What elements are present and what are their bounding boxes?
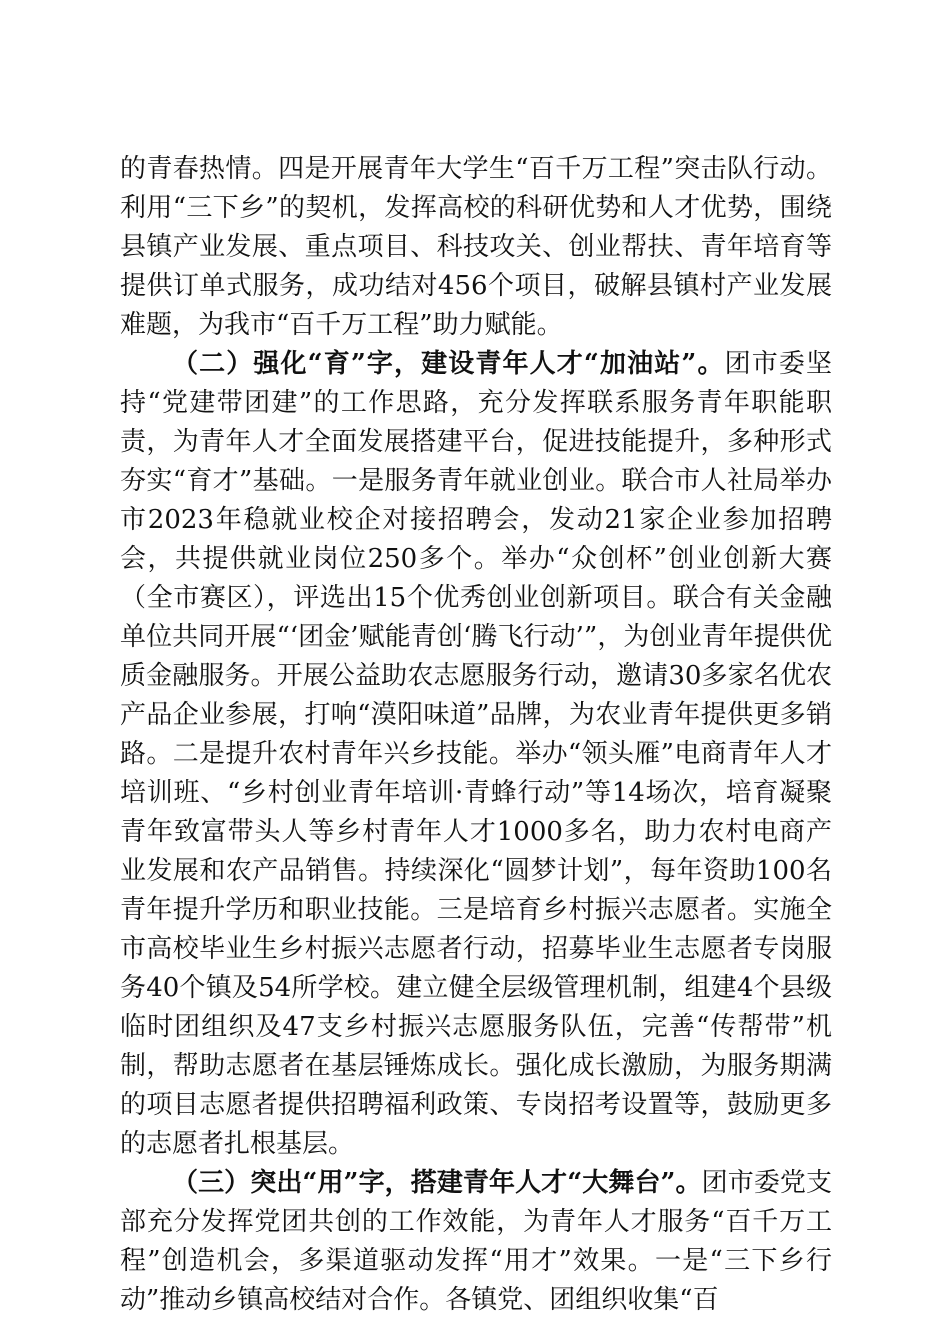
paragraph-3 [120,1164,832,1320]
paragraph-1-text: 的青春热情。四是开展青年大学生“百千万工程”突击队行动。利用“三下乡”的契机，发挥高校的科研优势和人才优势，围绕县镇产业发展、重点项目、科技攻关、创业帮扶、青年培育等提供订单式服务，成功结对456个项目，破解县镇村产业发展难题，为我市“百千万工程”助力赋能。 [120,154,832,340]
document-body [120,150,832,1320]
paragraph-3-text: 团市委党支部充分发挥党团共创的工作效能，为青年人才服务“百千万工程”创造机会，多渠道驱动发挥“用才”效果。一是“三下乡行动”推动乡镇高校结对合作。各镇党、团组织收集“百 [120,1168,832,1315]
paragraph-2-text: 团市委坚持“党建带团建”的工作思路，充分发挥联系服务青年职能职责，为青年人才全面发展搭建平台，促进技能提升，多种形式夯实“育才”基础。一是服务青年就业创业。联合市人社局举办市2023年稳就业校企对接招聘会，发动21家企业参加招聘会，共提供就业岗位250多个。举办“众创杯”创业创新大赛（全市赛区），评选出15个优秀创业创新项目。联合有关金融单位共同开展“‘团金’赋能青创‘腾飞行动’”，为创业青年提供优质金融服务。开展公益助农志愿服务行动，邀请30多家名优农产品企业参展，打响“漠阳味道”品牌，为农业青年提供更多销路。二是提升农村青年兴乡技能。举办“领头雁”电商青年人才培训班、“乡村创业青年培训·青蜂行动”等14场次，培育凝聚青年致富带头人等乡村青年人才1000多名，助力农村电商产业发展和农产品销售。持续深化“圆梦计划”，每年资助100名青年提升学历和职业技能。三是培育乡村振兴志愿者。实施全市高校毕业生乡村振兴志愿者行动，招募毕业生志愿者专岗服务40个镇及54所学校。建立健全层级管理机制，组建4个县级临时团组织及47支乡村振兴志愿服务队伍，完善“传帮带”机制，帮助志愿者在基层锤炼成长。强化成长激励，为服务期满的项目志愿者提供招聘福利政策、专岗招考设置等，鼓励更多的志愿者扎根基层。 [120,349,832,1159]
paragraph-2 [120,345,832,1164]
section-heading-2: （二）强化“育”字，建设青年人才“加油站”。 [172,349,725,379]
paragraph-1 [120,150,832,345]
section-heading-3: （三）突出“用”字，搭建青年人才“大舞台”。 [172,1168,702,1198]
